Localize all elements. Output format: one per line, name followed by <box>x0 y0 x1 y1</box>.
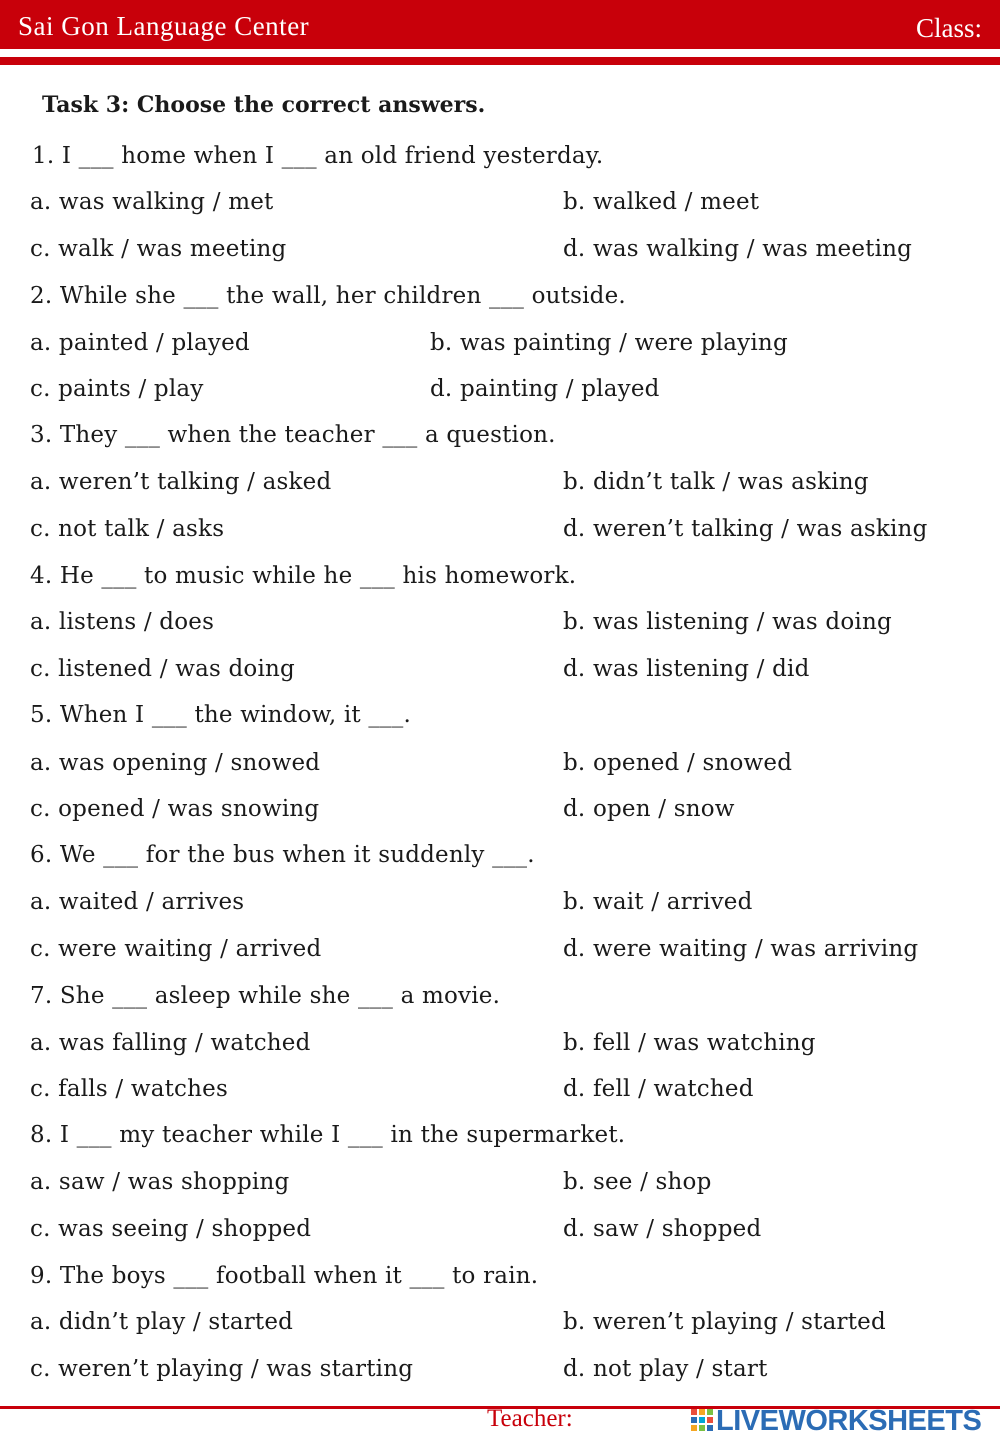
question-3-option-b[interactable]: b. didn’t talk / was asking <box>563 469 869 495</box>
liveworksheets-logo[interactable] <box>690 1404 990 1438</box>
teacher-label: Teacher: <box>487 1405 573 1432</box>
question-5-stem: 5. When I ___ the window, it ___. <box>30 702 411 728</box>
question-9-option-d[interactable]: d. not play / start <box>563 1356 768 1382</box>
question-9-option-c[interactable]: c. weren’t playing / was starting <box>30 1356 414 1382</box>
liveworksheets-logo-text: LIVEWORKSHEETS <box>716 1405 982 1437</box>
question-8-option-d[interactable]: d. saw / shopped <box>563 1216 762 1242</box>
question-3-option-c[interactable]: c. not talk / asks <box>30 516 225 542</box>
question-7-option-c[interactable]: c. falls / watches <box>30 1076 228 1102</box>
question-8-stem: 8. I ___ my teacher while I ___ in the supermarket. <box>30 1122 626 1148</box>
question-5-option-d[interactable]: d. open / snow <box>563 796 735 822</box>
question-1-option-a[interactable]: a. was walking / met <box>30 189 274 215</box>
question-2-stem: 2. While she ___ the wall, her children ___ outside. <box>30 283 626 309</box>
question-4-option-c[interactable]: c. listened / was doing <box>30 656 295 682</box>
question-5-option-c[interactable]: c. opened / was snowing <box>30 796 320 822</box>
question-4-option-d[interactable]: d. was listening / did <box>563 656 810 682</box>
question-5-option-a[interactable]: a. was opening / snowed <box>30 750 321 776</box>
question-7-option-a[interactable]: a. was falling / watched <box>30 1030 311 1056</box>
question-2-option-b[interactable]: b. was painting / were playing <box>430 330 788 356</box>
question-3-option-a[interactable]: a. weren’t talking / asked <box>30 469 332 495</box>
question-4-option-b[interactable]: b. was listening / was doing <box>563 609 892 635</box>
question-8-option-c[interactable]: c. was seeing / shopped <box>30 1216 312 1242</box>
question-3-stem: 3. They ___ when the teacher ___ a question. <box>30 422 556 448</box>
question-6-option-d[interactable]: d. were waiting / was arriving <box>563 936 919 962</box>
question-3-option-d[interactable]: d. weren’t talking / was asking <box>563 516 928 542</box>
question-9-stem: 9. The boys ___ football when it ___ to rain. <box>30 1263 539 1289</box>
question-9-option-a[interactable]: a. didn’t play / started <box>30 1309 294 1335</box>
question-8-option-a[interactable]: a. saw / was shopping <box>30 1169 290 1195</box>
question-7-stem: 7. She ___ asleep while she ___ a movie. <box>30 983 501 1009</box>
question-1-stem: 1. I ___ home when I ___ an old friend yesterday. <box>32 143 604 169</box>
center-name: Sai Gon Language Center <box>18 11 310 41</box>
question-9-option-b[interactable]: b. weren’t playing / started <box>563 1309 886 1335</box>
question-6-option-c[interactable]: c. were waiting / arrived <box>30 936 322 962</box>
question-7-option-b[interactable]: b. fell / was watching <box>563 1030 816 1056</box>
question-6-option-a[interactable]: a. waited / arrives <box>30 889 245 915</box>
task-title: Task 3: Choose the correct answers. <box>42 92 486 118</box>
question-5-option-b[interactable]: b. opened / snowed <box>563 750 793 776</box>
header-divider <box>0 57 1000 65</box>
question-7-option-d[interactable]: d. fell / watched <box>563 1076 754 1102</box>
class-label: Class: <box>915 13 982 43</box>
question-1-option-d[interactable]: d. was walking / was meeting <box>563 236 913 262</box>
question-1-option-b[interactable]: b. walked / meet <box>563 189 760 215</box>
question-1-option-c[interactable]: c. walk / was meeting <box>30 236 287 262</box>
question-2-option-d[interactable]: d. painting / played <box>430 376 660 402</box>
question-2-option-a[interactable]: a. painted / played <box>30 330 250 356</box>
question-2-option-c[interactable]: c. paints / play <box>30 376 204 402</box>
header-bar <box>0 0 1000 49</box>
question-4-option-a[interactable]: a. listens / does <box>30 609 215 635</box>
question-8-option-b[interactable]: b. see / shop <box>563 1169 712 1195</box>
question-6-stem: 6. We ___ for the bus when it suddenly ___. <box>30 842 535 868</box>
question-4-stem: 4. He ___ to music while he ___ his homework. <box>30 563 577 589</box>
liveworksheets-logo-icon <box>690 1408 714 1434</box>
question-6-option-b[interactable]: b. wait / arrived <box>563 889 753 915</box>
